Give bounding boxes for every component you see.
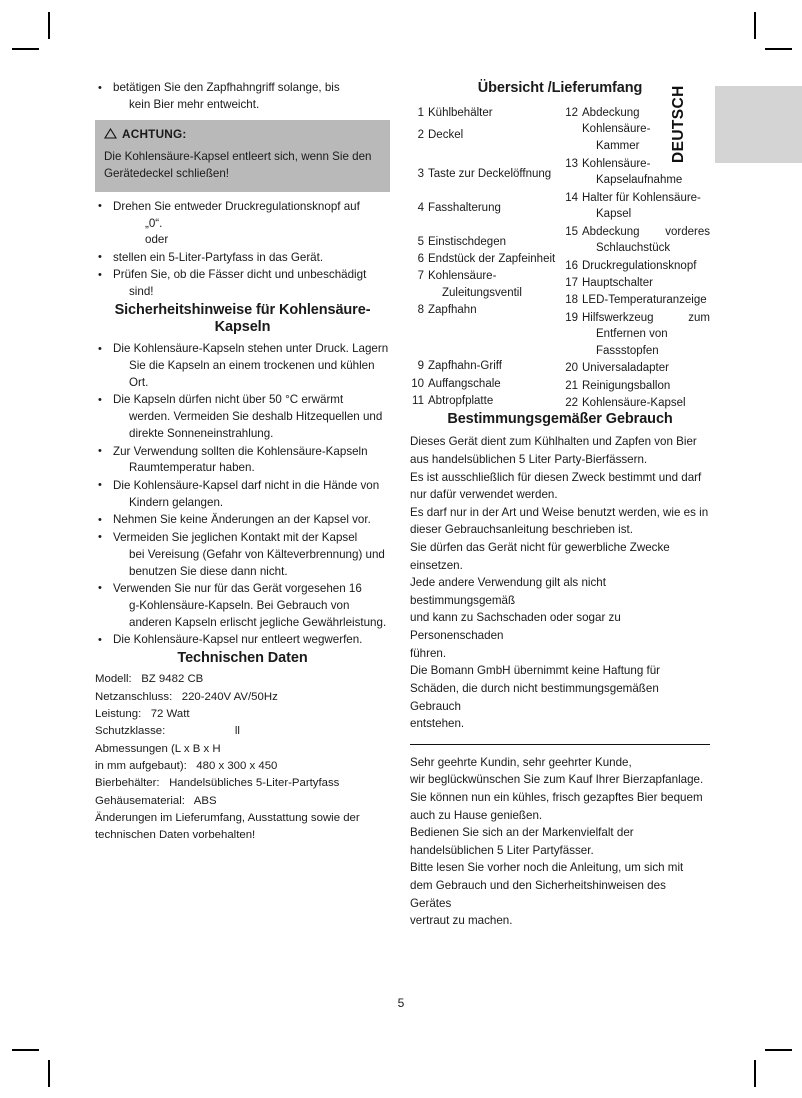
bullet-line-3: Kapseln erlischt jegliche Gewährleistung. bbox=[174, 615, 387, 629]
bullet-line-2: „0“. bbox=[145, 216, 163, 230]
part-label-line-3: Fassstopfen bbox=[596, 345, 659, 358]
part-label: Einstischdegen bbox=[428, 235, 506, 248]
bullet-line-2: Sie die Kapseln an einem trockenen und kühlen Ort. bbox=[129, 358, 375, 389]
crop-mark-bottom-right-v bbox=[754, 1060, 756, 1087]
part-number: 11 bbox=[412, 394, 424, 407]
part-item bbox=[410, 268, 558, 302]
part-number: 2 bbox=[417, 129, 424, 142]
part-label: Abdeckung vorderes bbox=[582, 225, 710, 238]
part-number: 18 bbox=[565, 294, 578, 307]
warning-body-line-1: Die Kohlensäure-Kapsel entleert sich, wenn Sie den bbox=[104, 149, 372, 163]
part-number: 17 bbox=[565, 277, 578, 289]
bullet-line-1: Nehmen Sie keine Änderungen an der Kapsel vor. bbox=[113, 513, 371, 527]
spec-row: Gehäusematerial: ABS bbox=[95, 794, 217, 807]
crop-mark-top-left-h bbox=[12, 48, 39, 50]
list-item bbox=[95, 478, 390, 512]
bullet-line-2: kein Bier mehr entweicht. bbox=[129, 97, 260, 111]
part-item bbox=[558, 156, 710, 190]
post-warning-bullet-list bbox=[95, 199, 390, 302]
part-label: Endstück der Zapfeinheit bbox=[428, 253, 556, 266]
part-label: Druckregulationsknopf bbox=[582, 259, 697, 272]
text-line: Schäden, die durch nicht bestimmungsgemäßen Gebrauch bbox=[410, 681, 659, 713]
part-item bbox=[558, 105, 710, 155]
parts-list-column-right bbox=[558, 105, 710, 413]
text-line: entstehen. bbox=[410, 717, 465, 731]
part-item bbox=[410, 234, 558, 251]
warning-body-line-2: Gerätedeckel schließen! bbox=[104, 167, 230, 181]
part-number: 21 bbox=[565, 379, 578, 392]
part-item bbox=[558, 378, 710, 395]
bullet-line-1: • Drehen Sie entweder Druckregulationsknopf auf bbox=[113, 199, 360, 213]
part-item bbox=[410, 127, 558, 144]
part-number: 20 bbox=[565, 362, 578, 375]
language-tab-label: DEUTSCH bbox=[670, 85, 687, 163]
part-label: Auffangschale bbox=[428, 377, 501, 390]
part-number: 7 bbox=[417, 270, 424, 283]
text-line: dem Gebrauch und den Sicherheitshinweisen des Gerätes bbox=[410, 879, 666, 910]
part-label: Hilfswerkzeug zum bbox=[582, 311, 710, 324]
safety-section-title bbox=[95, 302, 390, 337]
bullet-line-1: Die Kohlensäure-Kapsel nur entleert wegwerfen. bbox=[113, 633, 363, 647]
spec-row: Modell: BZ 9482 CB bbox=[95, 673, 204, 686]
overview-title: Übersicht /Lieferumfang bbox=[477, 80, 643, 96]
part-label: Kühlbehälter bbox=[428, 106, 493, 119]
list-item bbox=[95, 530, 390, 581]
text-line: Jede andere Verwendung gilt als nicht bestimmungsgemäß bbox=[410, 576, 606, 607]
parts-list bbox=[410, 105, 710, 409]
part-item bbox=[410, 393, 558, 410]
crop-mark-top-right-h bbox=[765, 48, 792, 50]
page-number: 5 bbox=[397, 996, 405, 1010]
part-label-line-2: Zuleitungsventil bbox=[442, 287, 522, 300]
crop-mark-bottom-left-h bbox=[12, 1049, 39, 1051]
part-label: Deckel bbox=[428, 129, 464, 142]
part-item bbox=[410, 376, 558, 393]
bullet-line-1: stellen ein 5-Liter-Partyfass in das Gerät. bbox=[113, 250, 324, 264]
part-number: 14 bbox=[565, 191, 578, 204]
crop-mark-bottom-left-v bbox=[48, 1060, 50, 1087]
list-item bbox=[95, 444, 390, 478]
part-number: 22 bbox=[565, 396, 578, 409]
safety-bullet-list bbox=[95, 341, 390, 649]
part-label: Abtropfplatte bbox=[428, 394, 494, 407]
part-label: Kohlensäure- bbox=[582, 157, 651, 170]
part-number: 16 bbox=[565, 259, 578, 272]
text-line: Dieses Gerät dient zum Kühlhalten und Zapfen von Bier bbox=[410, 435, 697, 449]
part-item bbox=[410, 200, 558, 217]
crop-mark-bottom-right-h bbox=[765, 1049, 792, 1051]
parts-list-column-left bbox=[410, 105, 558, 410]
greeting-text bbox=[410, 754, 710, 930]
spec-row: in mm aufgebaut): 480 x 300 x 450 bbox=[95, 759, 278, 772]
bullet-line-3: oder bbox=[145, 233, 169, 247]
warning-heading bbox=[104, 127, 381, 141]
bullet-line-1: • Verwenden Sie nur für das Gerät vorgesehen 16 bbox=[113, 581, 362, 595]
bullet-line-2: g-Kohlensäure-Kapseln. Bei Gebrauch von anderen bbox=[129, 598, 350, 629]
right-column bbox=[410, 80, 710, 930]
list-item bbox=[95, 267, 390, 301]
crop-mark-top-left-v bbox=[48, 12, 50, 39]
list-item bbox=[95, 392, 390, 443]
part-number: 9 bbox=[417, 360, 424, 373]
part-label: Kohlensäure-Kapsel bbox=[582, 396, 686, 409]
spec-row: Abmessungen (L x B x H bbox=[95, 742, 221, 755]
part-label: Taste zur Deckelöffnung bbox=[428, 168, 552, 181]
part-item bbox=[558, 292, 710, 309]
part-label-line-2: Schlauchstück bbox=[596, 242, 671, 255]
list-item bbox=[95, 199, 390, 250]
part-label: Halter für Kohlensäure- bbox=[582, 191, 701, 204]
part-label: Kohlensäure- bbox=[428, 270, 497, 283]
part-label-line-2: Kapsel bbox=[596, 208, 632, 221]
text-line: handelsüblichen 5 Liter Partyfässer. bbox=[410, 843, 594, 857]
safety-title-line-1: Sicherheitshinweise für Kohlensäure- bbox=[114, 301, 371, 318]
part-item bbox=[558, 360, 710, 377]
part-label-line-2: Kammer bbox=[596, 140, 640, 153]
list-item bbox=[95, 341, 390, 392]
crop-mark-top-right-v bbox=[754, 12, 756, 39]
text-line: dieser Gebrauchsanleitung beschrieben ist. bbox=[410, 523, 633, 537]
section-divider bbox=[410, 744, 710, 745]
part-number: 19 bbox=[565, 311, 578, 324]
safety-title-line-2: Kapseln bbox=[214, 319, 271, 336]
bullet-line-1: • Die Kohlensäure-Kapseln stehen unter Druck. Lagern bbox=[113, 342, 389, 356]
text-line: Sie dürfen das Gerät nicht für gewerbliche Zwecke bbox=[410, 541, 670, 555]
part-item bbox=[558, 310, 710, 360]
bullet-line-3: direkte Sonneneinstrahlung. bbox=[129, 427, 274, 441]
part-number: 13 bbox=[565, 157, 578, 170]
part-number: 4 bbox=[417, 202, 424, 215]
text-line: Die Bomann GmbH übernimmt keine Haftung für bbox=[410, 664, 661, 678]
part-item bbox=[410, 251, 558, 268]
bullet-line-2: sind! bbox=[129, 285, 154, 299]
text-line: Bitte lesen Sie vorher noch die Anleitung, um sich mit bbox=[410, 861, 684, 875]
part-item bbox=[410, 105, 558, 122]
part-label: Fasshalterung bbox=[428, 202, 501, 215]
part-label: Zapfhahn-Griff bbox=[428, 360, 502, 373]
part-number: 15 bbox=[565, 225, 578, 238]
part-number: 8 bbox=[417, 304, 424, 317]
list-item bbox=[95, 581, 390, 632]
part-label-line-2: Kapselaufnahme bbox=[596, 174, 683, 187]
text-line: Bedienen Sie sich an der Markenvielfalt der bbox=[410, 826, 634, 840]
technical-data-list bbox=[95, 671, 390, 844]
spec-row: technischen Daten vorbehalten! bbox=[95, 829, 256, 842]
bullet-line-1: • Die Kapseln dürfen nicht über 50 °C erwärmt bbox=[113, 393, 344, 407]
list-item bbox=[95, 80, 390, 114]
bullet-line-1: • Vermeiden Sie jeglichen Kontakt mit der Kapsel bbox=[113, 530, 358, 544]
spec-row: Änderungen im Lieferumfang, Ausstattung sowie der bbox=[95, 811, 360, 824]
bullet-line-1: • Prüfen Sie, ob die Fässer dicht und unbeschädigt bbox=[113, 268, 367, 282]
part-label: LED-Temperaturanzeige bbox=[582, 294, 707, 307]
left-column bbox=[95, 80, 390, 845]
list-item bbox=[95, 250, 390, 267]
part-number: 3 bbox=[417, 168, 424, 181]
text-line: Sie können nun ein kühles, frisch gezapftes Bier bequem bbox=[410, 790, 703, 804]
part-label-line-2: Entfernen von bbox=[596, 328, 668, 341]
part-item bbox=[558, 258, 710, 275]
text-line: führen. bbox=[410, 646, 447, 660]
spec-row: Bierbehälter: Handelsübliches 5-Liter-Partyfass bbox=[95, 777, 340, 790]
part-item bbox=[558, 224, 710, 258]
part-number: 6 bbox=[417, 253, 424, 266]
part-item bbox=[410, 302, 558, 319]
part-item bbox=[558, 275, 710, 292]
technical-data-title: Technischen Daten bbox=[177, 649, 308, 666]
spec-row: Leistung: 72 Watt bbox=[95, 707, 190, 720]
spec-row: Schutzklasse: ll bbox=[95, 725, 240, 738]
text-line: und kann zu Sachschaden oder sogar zu Personenschaden bbox=[410, 611, 621, 643]
warning-heading-label: ACHTUNG: bbox=[122, 126, 187, 141]
intended-use-title: Bestimmungsgemäßer Gebrauch bbox=[447, 410, 673, 427]
part-item bbox=[410, 166, 558, 183]
warning-body bbox=[104, 148, 381, 183]
part-label: Universaladapter bbox=[582, 362, 669, 375]
warning-box bbox=[95, 120, 390, 192]
part-number: 12 bbox=[565, 106, 578, 119]
list-item bbox=[95, 632, 390, 649]
text-line: Es ist ausschließlich für diesen Zweck bestimmt und darf bbox=[410, 470, 702, 484]
part-label: Zapfhahn bbox=[428, 304, 477, 317]
text-line: einsetzen. bbox=[410, 558, 463, 572]
text-line: vertraut zu machen. bbox=[410, 914, 513, 928]
language-tab-deutsch bbox=[670, 85, 802, 163]
warning-triangle-icon bbox=[104, 128, 117, 139]
text-line: nur dafür verwendet werden. bbox=[410, 488, 558, 502]
part-number: 1 bbox=[417, 106, 424, 119]
bullet-line-2: Raumtemperatur haben. bbox=[129, 461, 255, 475]
bullet-line-2: bei Vereisung (Gefahr von Kälteverbrennung) und bbox=[129, 547, 385, 561]
list-item bbox=[95, 512, 390, 529]
bullet-line-1: • Die Kohlensäure-Kapsel darf nicht in die Hände von bbox=[113, 478, 380, 492]
spec-row: Netzanschluss: 220-240V AV/50Hz bbox=[95, 690, 278, 703]
part-label: Reinigungsballon bbox=[582, 379, 671, 392]
text-line: Es darf nur in der Art und Weise benutzt werden, wie es in bbox=[410, 505, 709, 519]
intended-use-text bbox=[410, 433, 710, 732]
part-number: 5 bbox=[417, 235, 424, 248]
part-item bbox=[558, 395, 710, 412]
text-line: aus handelsüblichen 5 Liter Party-Bierfässern. bbox=[410, 452, 648, 466]
part-item bbox=[410, 358, 558, 375]
part-item bbox=[558, 190, 710, 224]
part-label: Hauptschalter bbox=[582, 277, 653, 289]
part-number: 10 bbox=[411, 377, 424, 390]
bullet-line-1: • Zur Verwendung sollten die Kohlensäure-Kapseln bbox=[113, 444, 368, 458]
bullet-line-1: • betätigen Sie den Zapfhahngriff solange, bis bbox=[113, 81, 340, 94]
text-line: wir beglückwünschen Sie zum Kauf Ihrer Bierzapfanlage. bbox=[410, 773, 704, 787]
bullet-line-3: benutzen Sie diese dann nicht. bbox=[129, 564, 288, 578]
bullet-line-2: werden. Vermeiden Sie deshalb Hitzequellen und bbox=[129, 410, 383, 424]
part-label: Abdeckung Kohlensäure- bbox=[582, 106, 651, 136]
text-line: Sehr geehrte Kundin, sehr geehrter Kunde, bbox=[410, 755, 632, 769]
intro-bullet-list bbox=[95, 80, 390, 114]
bullet-line-2: Kindern gelangen. bbox=[129, 495, 224, 509]
text-line: auch zu Hause genießen. bbox=[410, 808, 543, 822]
